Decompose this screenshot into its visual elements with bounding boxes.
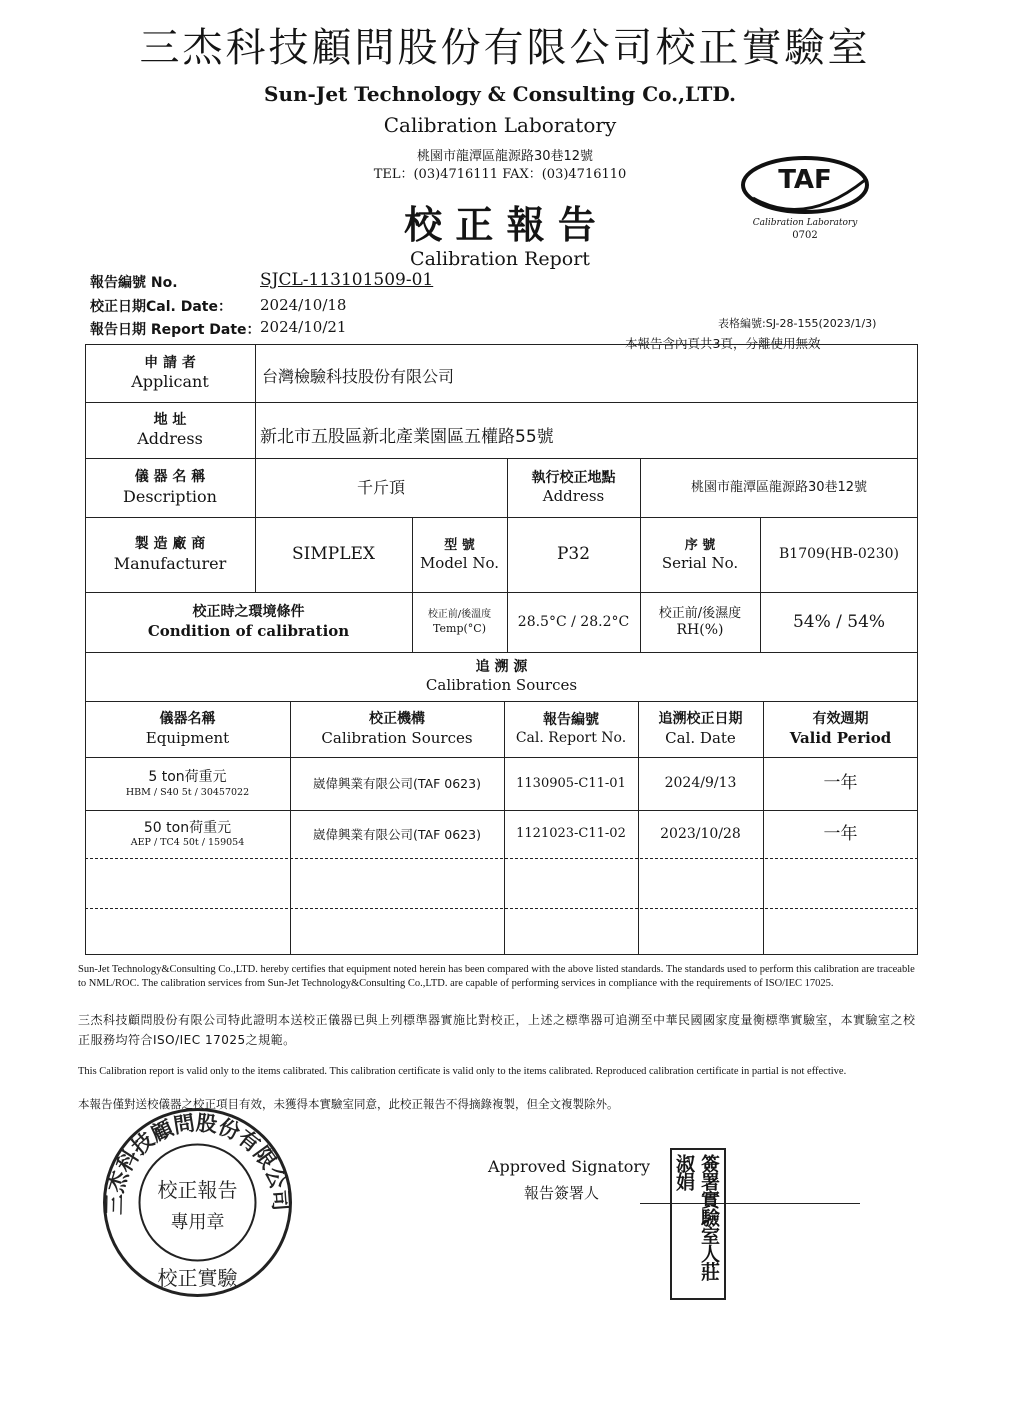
report-date-value: 2024/10/21	[260, 318, 347, 336]
taf-logo	[725, 150, 885, 245]
cal-date-label: 校正日期Cal. Date：	[90, 299, 232, 315]
report-no-label: 報告編號 No.	[90, 275, 178, 291]
col-header-equipment-zh: 儀器名稱	[159, 711, 216, 728]
temp-value: 28.5°C / 28.2°C	[517, 613, 630, 630]
applicant-label-en: Applicant	[131, 372, 209, 392]
equipment-name: 5 ton荷重元	[148, 769, 227, 786]
cal-date-value: 2024/10/18	[260, 296, 347, 314]
report-title-en: Calibration Report	[410, 248, 590, 270]
condition-label-en: Condition of calibration	[147, 621, 350, 640]
model-label-zh: 型 號	[444, 537, 475, 553]
report-no-cell: 1130905-C11-01	[516, 775, 626, 791]
company-name-zh: 三杰科技顧問股份有限公司校正實驗室	[139, 25, 871, 71]
report-title-zh: 校 正 報 告	[404, 203, 596, 247]
model-label	[413, 518, 506, 592]
exec-address-label-zh: 執行校正地點	[531, 469, 616, 486]
applicant-value: 台灣檢驗科技股份有限公司	[262, 367, 455, 386]
exec-address-value: 桃園市龍潭區龍源路30巷12號	[690, 479, 868, 495]
col-header-cal-date	[639, 702, 762, 757]
manufacturer-label	[86, 518, 254, 592]
equipment-name: 50 ton荷重元	[143, 819, 232, 836]
report-no-cell: 1121023-C11-02	[516, 826, 626, 842]
address-label-en: Address	[137, 429, 203, 449]
col-header-valid-en: Valid Period	[789, 728, 892, 747]
temp-label-zh: 校正前/後溫度	[427, 609, 492, 621]
col-header-source-en: Calibration Sources	[321, 728, 473, 747]
manufacturer-value: SIMPLEX	[291, 544, 375, 565]
temp-label-en: Temp(°C)	[433, 621, 486, 635]
source-cell: 崴偉興業有限公司(TAF 0623)	[313, 776, 481, 792]
col-header-equipment-en: Equipment	[145, 728, 230, 747]
equipment-detail: AEP / TC4 50t / 159054	[130, 837, 245, 849]
col-header-equipment	[86, 702, 289, 757]
manufacturer-label-zh: 製 造 廠 商	[134, 536, 206, 553]
serial-label-zh: 序 號	[684, 537, 716, 553]
serial-label-en: Serial No.	[661, 553, 739, 572]
equipment-detail: HBM / S40 5t / 30457022	[125, 786, 250, 798]
rh-label-en: RH(%)	[676, 621, 724, 638]
sources-title-zh: 追 溯 源	[475, 658, 528, 675]
col-header-cal-date-en: Cal. Date	[665, 728, 736, 747]
temp-label	[413, 593, 506, 652]
signatory-label-zh: 報告簽署人	[524, 1184, 600, 1202]
condition-label	[86, 593, 411, 652]
description-value: 千斤頂	[356, 478, 405, 497]
rh-label	[641, 593, 759, 652]
rh-label-zh: 校正前/後濕度	[658, 605, 742, 621]
col-header-report-no-zh: 報告編號	[543, 712, 599, 728]
description-label-en: Description	[123, 486, 217, 506]
address-label	[86, 403, 254, 458]
pages-note: 本報告含內頁共3頁，分離使用無效	[625, 336, 821, 351]
sources-title	[86, 653, 917, 701]
lab-address: 桃園市龍潭區龍源路30巷12號	[416, 149, 594, 164]
condition-label-zh: 校正時之環境條件	[192, 604, 305, 621]
sources-title-en: Calibration Sources	[425, 676, 578, 695]
statement-zh-2: 本報告僅對送校儀器之校正項目有效，未獲得本實驗室同意，此校正報告不得摘錄複製，但全文複製除外。	[78, 1097, 619, 1111]
form-number: 表格編號:SJ-28-155(2023/1/3)	[718, 317, 877, 330]
applicant-label-zh: 申 請 者	[144, 354, 196, 371]
description-label	[86, 459, 254, 517]
taf-logo-text: TAF	[778, 165, 832, 195]
valid-cell: 一年	[823, 823, 858, 844]
col-header-report-no	[505, 702, 637, 757]
statement-en-1: Sun-Jet Technology&Consulting Co.,LTD. hereby certifies that equipment noted herein has been compared with the above listed standards. The standards used to perform this calibration are traceable to NML/ROC. The calibration services from Sun-Jet Technology&Consulting Co.,LTD. are capable of performing services in compliance with the requirements of ISO/IEC 17025.	[78, 964, 915, 989]
taf-caption: Calibration Laboratory	[752, 218, 858, 228]
col-header-valid-zh: 有效週期	[812, 711, 869, 728]
lab-seal-stamp	[100, 1105, 295, 1300]
approved-signatory-label: Approved Signatory	[488, 1157, 651, 1176]
col-header-valid	[764, 702, 917, 757]
col-header-source-zh: 校正機構	[369, 711, 425, 728]
address-label-zh: 地 址	[153, 411, 187, 428]
cal-date-cell: 2024/9/13	[664, 775, 737, 792]
seal-center-line2: 專用章	[170, 1212, 225, 1233]
lab-contact: TEL：(03)4716111 FAX：(03)4716110	[373, 167, 627, 182]
col-header-source	[291, 702, 503, 757]
report-date-label: 報告日期 Report Date：	[90, 322, 261, 338]
table-row	[86, 811, 289, 858]
signer-seal: 簽署實驗室人莊淑娟	[670, 1148, 726, 1300]
seal-ring-text: 三杰科技顧問股份有限公司	[102, 1110, 294, 1216]
cal-date-cell: 2023/10/28	[660, 825, 741, 842]
address-value: 新北市五股區新北產業園區五權路55號	[260, 427, 554, 447]
serial-label	[641, 518, 759, 592]
col-header-cal-date-zh: 追溯校正日期	[658, 711, 743, 728]
table-row	[86, 758, 289, 810]
model-label-en: Model No.	[419, 553, 500, 572]
lab-name-en: Calibration Laboratory	[383, 113, 617, 137]
col-header-report-no-en: Cal. Report No.	[515, 729, 627, 746]
model-value: P32	[556, 544, 591, 565]
serial-value: B1709(HB-0230)	[779, 546, 899, 563]
manufacturer-label-en: Manufacturer	[113, 553, 227, 573]
rh-value: 54% / 54%	[792, 611, 886, 632]
statement-en-2: This Calibration report is valid only to the items calibrated. This calibration certificate is valid only to the items calibrated. Reproduced calibration certificate in partial is not effective.	[78, 1066, 847, 1077]
seal-bottom-text: 校正實驗	[157, 1266, 238, 1290]
source-cell: 崴偉興業有限公司(TAF 0623)	[313, 826, 481, 842]
description-label-zh: 儀 器 名 稱	[134, 469, 206, 486]
seal-center-line1: 校正報告	[157, 1178, 238, 1202]
company-name-en: Sun-Jet Technology & Consulting Co.,LTD.	[264, 82, 736, 106]
valid-cell: 一年	[823, 773, 858, 794]
statement-zh-1: 三杰科技顧問股份有限公司特此證明本送校正儀器已與上列標準器實施比對校正，上述之標準器可追溯至中華民國國家度量衡標準實驗室，本實驗室之校正服務均符合ISO/IEC 17025之規範。	[78, 1013, 916, 1047]
applicant-label	[86, 345, 254, 402]
exec-address-label	[508, 459, 639, 517]
taf-number: 0702	[792, 230, 818, 241]
exec-address-label-en: Address	[542, 487, 605, 506]
report-no-value: SJCL-113101509-01	[260, 270, 434, 290]
